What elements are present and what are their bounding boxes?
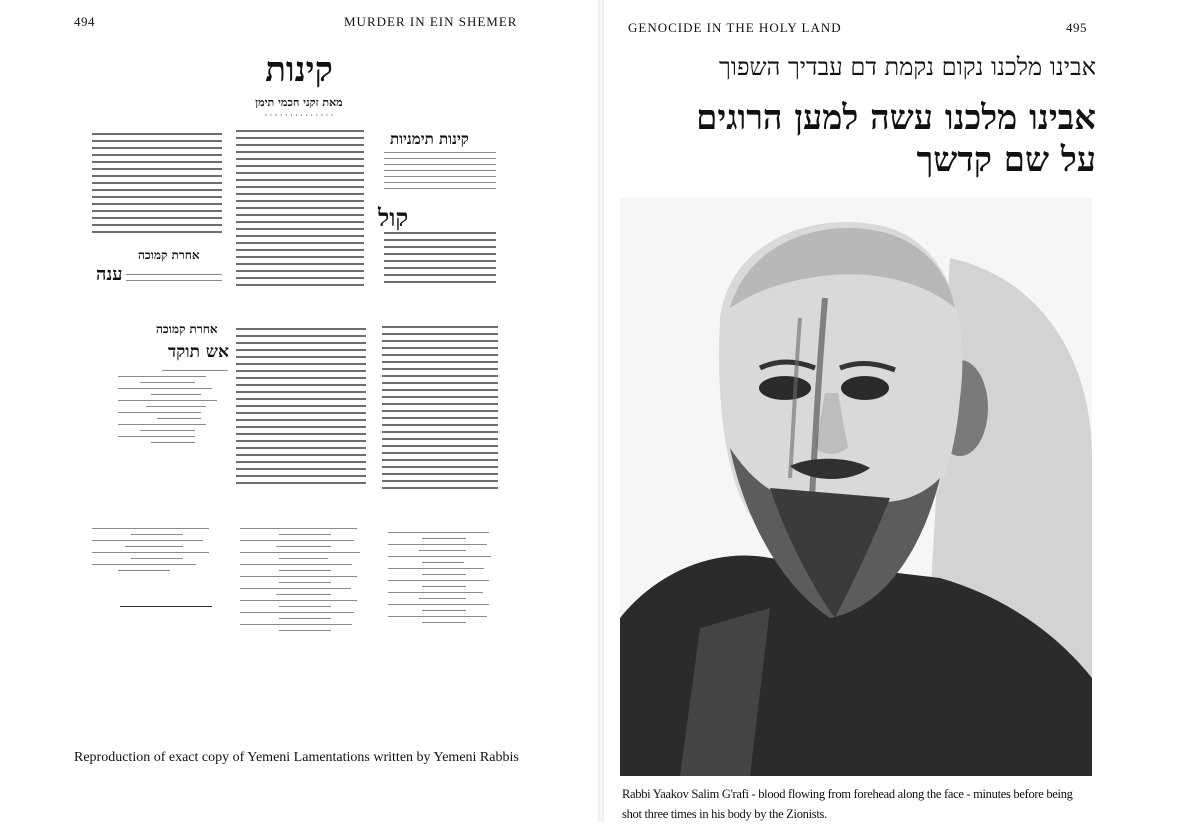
- portrait-illustration: [620, 198, 1092, 776]
- text-column-top-right: [384, 152, 496, 194]
- verse-column-right: [388, 532, 500, 628]
- text-column-top-right-2: [384, 232, 496, 288]
- verse-column-center: [240, 528, 370, 636]
- text-column-mid-left: [118, 370, 228, 448]
- portrait-photo: [620, 198, 1092, 776]
- highlight-word-3: אש תוקד: [168, 342, 229, 362]
- text-column-top-left: [92, 133, 222, 238]
- hebrew-subtitle: מאת זקני חכמי תימן: [255, 96, 343, 109]
- hebrew-subtitle-small: · · · · · · · · · · · · · ·: [264, 111, 334, 120]
- right-caption: Rabbi Yaakov Salim G'rafi - blood flowing from forehead along the face - minutes before being shot three times in his body by the Zionists.: [622, 787, 1073, 821]
- page-number-left: 494: [74, 14, 95, 29]
- right-page: [604, 0, 1196, 822]
- text-column-left-2: [126, 274, 222, 286]
- left-page: [0, 0, 598, 822]
- running-head-right: GENOCIDE IN THE HOLY LAND: [628, 20, 842, 35]
- column-heading-3: אחרת קמוכה: [156, 322, 218, 336]
- hebrew-heading-line-2: אבינו מלכנו עשה למען הרוגים: [696, 98, 1096, 138]
- text-column-mid-right: [382, 326, 498, 494]
- hebrew-title: קינות: [265, 50, 333, 90]
- column-heading-2: אחרת קמוכה: [138, 248, 200, 262]
- hebrew-heading-line-1: אבינו מלכנו נקום נקמת דם עבדיך השפוך: [719, 53, 1096, 81]
- running-head-left: MURDER IN EIN SHEMER: [344, 14, 518, 29]
- highlight-word-1: קול: [378, 203, 409, 232]
- text-column-mid-center: [236, 328, 366, 489]
- column-heading-1: קינות תימניות: [390, 130, 469, 148]
- text-column-top-middle: [236, 130, 364, 291]
- ornament-rule: [120, 606, 212, 607]
- highlight-word-2: ענה: [96, 264, 123, 285]
- page-number-right: 495: [1066, 20, 1087, 35]
- hebrew-heading-line-3: על שם קדשך: [916, 140, 1096, 180]
- verse-column-left: [92, 528, 222, 576]
- left-caption: Reproduction of exact copy of Yemeni Lamentations written by Yemeni Rabbis: [74, 750, 519, 765]
